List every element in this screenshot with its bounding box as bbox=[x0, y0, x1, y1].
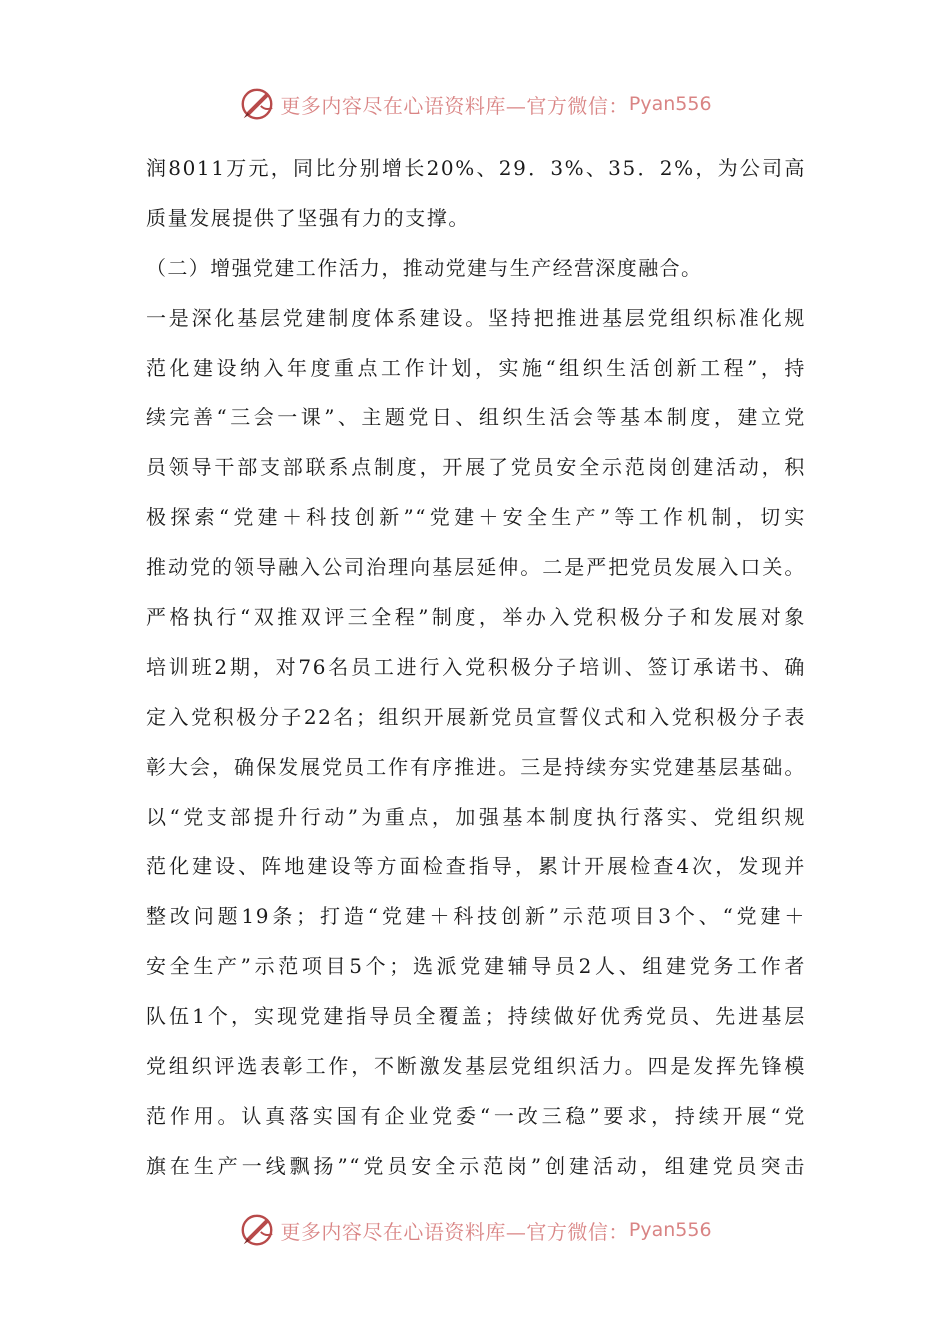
text-line: 范化建设、阵地建设等方面检查指导，累计开展检查4次，发现并 bbox=[146, 854, 806, 879]
wechat-id: Pyan556 bbox=[628, 1219, 712, 1241]
text-line: 员领导干部支部联系点制度，开展了党员安全示范岗创建活动，积 bbox=[146, 455, 806, 480]
text-line: 一是深化基层党建制度体系建设。坚持把推进基层党组织标准化规 bbox=[146, 305, 806, 330]
text-line: 整改问题19条；打造“党建＋科技创新”示范项目3个、“党建＋ bbox=[146, 904, 806, 929]
text-line: 旗在生产一线飘扬”“党员安全示范岗”创建活动，组建党员突击 bbox=[146, 1153, 806, 1178]
text-line: 定入党积极分子22名；组织开展新党员宣誓仪式和入党积极分子表 bbox=[146, 704, 806, 729]
text-line: 以“党支部提升行动”为重点，加强基本制度执行落实、党组织规 bbox=[146, 804, 806, 829]
watermark-banner-bottom bbox=[0, 1208, 950, 1252]
pen-logo-icon bbox=[238, 85, 276, 123]
text-line: 范化建设纳入年度重点工作计划，实施“组织生活创新工程”，持 bbox=[146, 355, 806, 380]
section-heading: （二）增强党建工作活力，推动党建与生产经营深度融合。 bbox=[146, 255, 703, 280]
watermark-text: 更多内容尽在心语资料库—官方微信： bbox=[280, 93, 629, 118]
pen-logo-icon bbox=[238, 1211, 276, 1249]
document-body bbox=[146, 144, 806, 1192]
text-line: 极探索“党建＋科技创新”“党建＋安全生产”等工作机制，切实 bbox=[146, 505, 806, 530]
text-line: 安全生产”示范项目5个；选派党建辅导员2人、组建党务工作者 bbox=[146, 954, 806, 979]
text-line: 彰大会，确保发展党员工作有序推进。三是持续夯实党建基层基础。 bbox=[146, 754, 806, 779]
text-line: 党组织评选表彰工作，不断激发基层党组织活力。四是发挥先锋模 bbox=[146, 1054, 806, 1079]
text-line: 推动党的领导融入公司治理向基层延伸。二是严把党员发展入口关。 bbox=[146, 555, 806, 580]
text-line: 培训班2期，对76名员工进行入党积极分子培训、签订承诺书、确 bbox=[146, 654, 806, 679]
watermark-banner-top bbox=[0, 82, 950, 126]
text-line: 质量发展提供了坚强有力的支撑。 bbox=[146, 205, 470, 230]
watermark-text: 更多内容尽在心语资料库—官方微信： bbox=[280, 1219, 629, 1244]
text-line: 续完善“三会一课”、主题党日、组织生活会等基本制度，建立党 bbox=[146, 405, 806, 430]
text-line: 严格执行“双推双评三全程”制度，举办入党积极分子和发展对象 bbox=[146, 605, 806, 630]
text-line: 范作用。认真落实国有企业党委“一改三稳”要求，持续开展“党 bbox=[146, 1103, 806, 1128]
text-line: 队伍1个，实现党建指导员全覆盖；持续做好优秀党员、先进基层 bbox=[146, 1004, 806, 1029]
text-line: 润8011万元，同比分别增长20%、29．3%、35．2%，为公司高 bbox=[146, 156, 806, 180]
wechat-id: Pyan556 bbox=[628, 93, 712, 115]
